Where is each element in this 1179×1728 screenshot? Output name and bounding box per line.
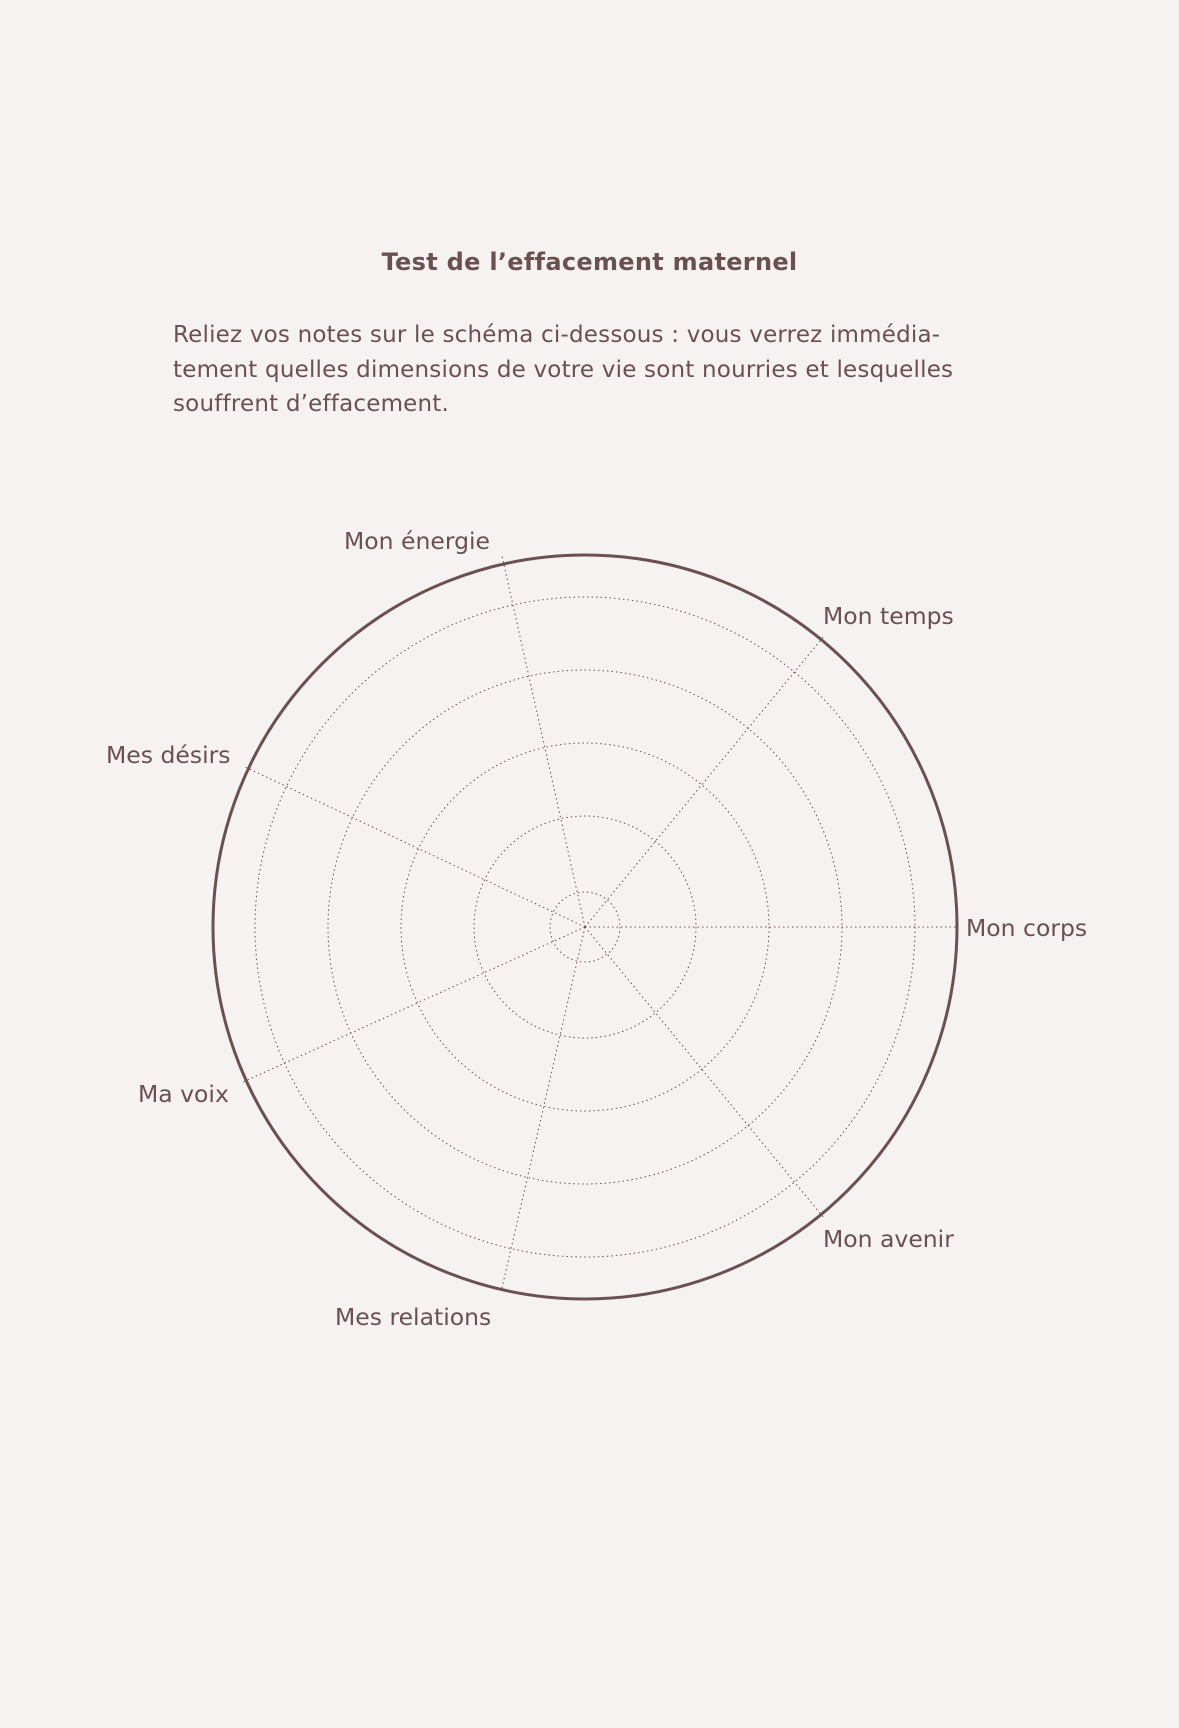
axis-label-mes-relations: Mes relations — [335, 1303, 492, 1331]
axis-label-mon-corps: Mon corps — [966, 914, 1088, 942]
axis-label-mon-temps: Mon temps — [823, 602, 954, 630]
axis-label-mes-desirs: Mes désirs — [106, 741, 231, 769]
spoke-mon-avenir — [585, 927, 824, 1218]
spoke-mon-temps — [585, 636, 824, 927]
spoke-mes-relations — [502, 927, 585, 1288]
spoke-ma-voix — [243, 927, 585, 1082]
spoke-mes-desirs — [245, 767, 585, 927]
instructions-text: Reliez vos notes sur le schéma ci-dessous : vous verrez immédia-tement quelles dimensions de votre vie sont nourries et lesquelles souffrent d’effacement. — [173, 322, 954, 417]
axis-label-mon-avenir: Mon avenir — [823, 1225, 954, 1253]
spoke-mon-energie — [502, 556, 585, 927]
axis-label-mon-energie: Mon énergie — [344, 527, 490, 555]
page-title: Test de l’effacement maternel — [381, 248, 798, 276]
axis-label-ma-voix: Ma voix — [138, 1080, 229, 1108]
